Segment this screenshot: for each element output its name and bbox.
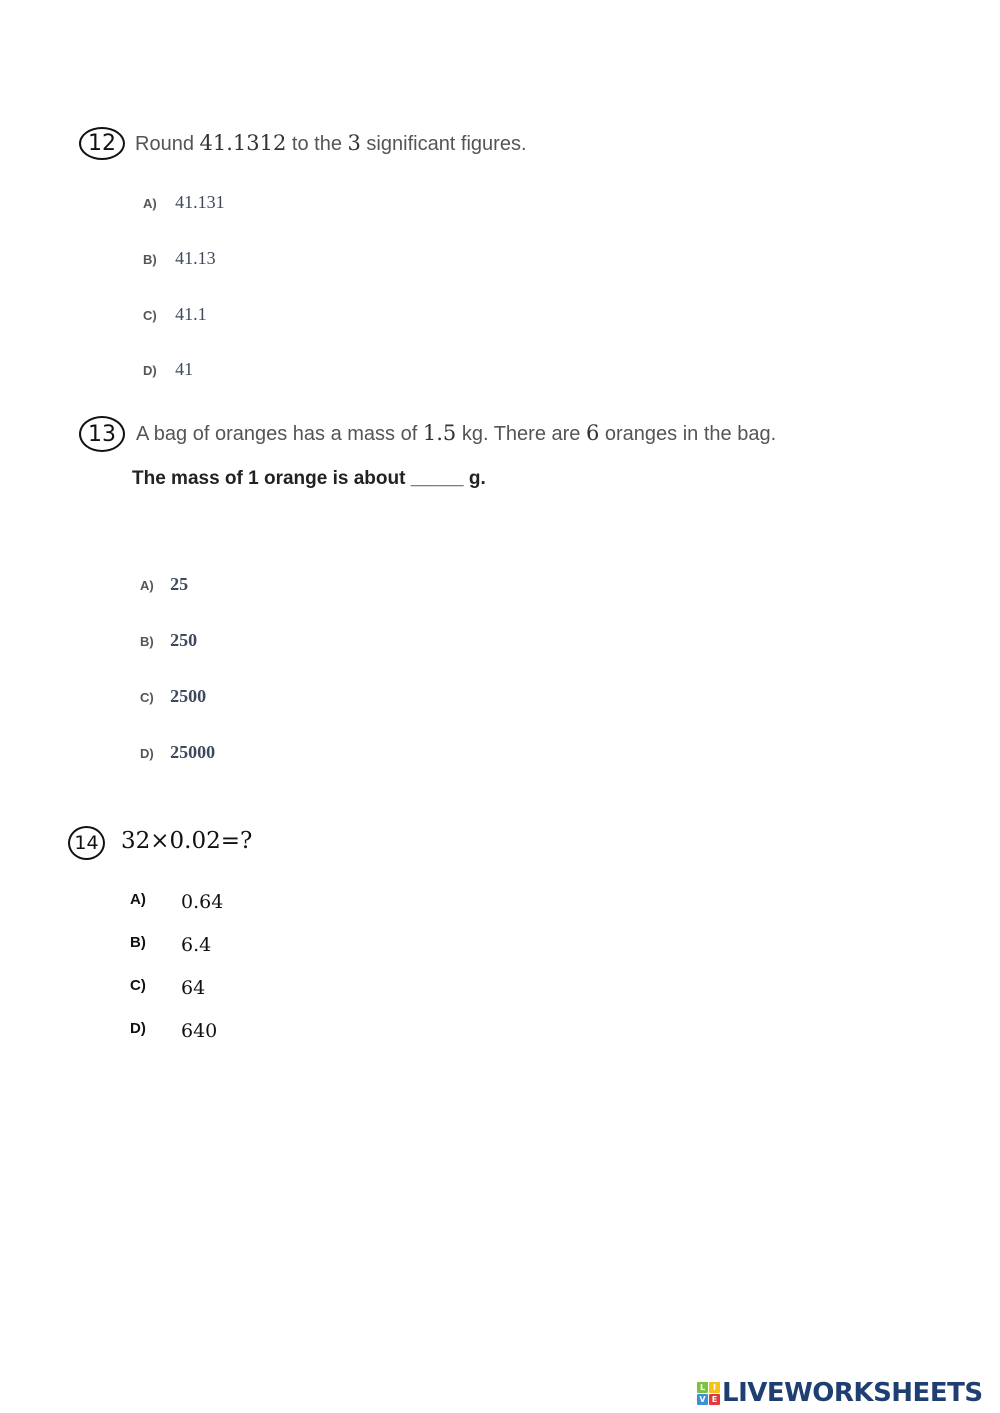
q14-option-d[interactable]: D) 640 xyxy=(130,1020,218,1042)
q13-option-a[interactable]: A) 25 xyxy=(140,574,189,594)
question-13-subtext: The mass of 1 orange is about _____ g. xyxy=(132,468,486,489)
q12-option-a[interactable]: A) 41.131 xyxy=(143,192,225,212)
q13-option-c[interactable]: C) 2500 xyxy=(140,686,207,706)
question-number-14-icon: 14 xyxy=(68,826,105,860)
q14-option-c[interactable]: C) 64 xyxy=(130,977,206,999)
q14-option-b[interactable]: B) 6.4 xyxy=(130,934,212,956)
q13-option-b[interactable]: B) 250 xyxy=(140,630,198,650)
live-logo-icon xyxy=(697,1382,720,1405)
logo-cell-e: E xyxy=(709,1394,720,1405)
liveworksheets-logo xyxy=(697,1379,983,1407)
q14-option-a[interactable]: A) 0.64 xyxy=(130,891,224,913)
question-number-13-icon: 13 xyxy=(79,416,125,452)
question-14-text: 32×0.02=? xyxy=(121,828,253,854)
logo-cell-l: L xyxy=(697,1382,708,1393)
logo-cell-i: I xyxy=(709,1382,720,1393)
q12-option-d[interactable]: D) 41 xyxy=(143,359,194,379)
q12-option-b[interactable]: B) 41.13 xyxy=(143,248,216,268)
question-number-12-icon: 12 xyxy=(79,127,125,160)
question-13-text: A bag of oranges has a mass of 1.5 kg. There are 6 oranges in the bag. xyxy=(136,421,777,445)
logo-text: LIVEWORKSHEETS xyxy=(722,1378,983,1408)
question-12-text: Round 41.1312 to the 3 significant figures. xyxy=(135,131,527,155)
q12-option-c[interactable]: C) 41.1 xyxy=(143,304,207,324)
q13-option-d[interactable]: D) 25000 xyxy=(140,742,216,762)
logo-cell-v: V xyxy=(697,1394,708,1405)
